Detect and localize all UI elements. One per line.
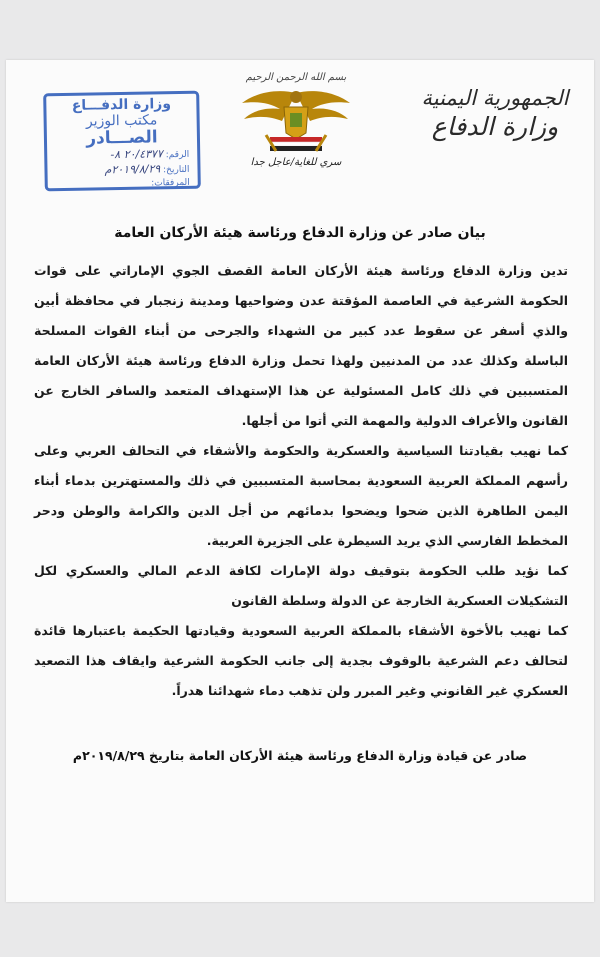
office-stamp bbox=[43, 91, 201, 192]
statement-body bbox=[34, 256, 568, 706]
stamp-office: مكتب الوزير bbox=[85, 112, 158, 130]
paragraph-2: كما نهيب بقيادتنا السياسية والعسكرية والحكومة والأشقاء في التحالف العربي وعلى رأسهم المملكة العربية السعودية بمحاسبة المتسببين في ذلك والمستهترين بدماء أبناء اليمن الطاهرة الذين ضحوا ويضحوا بدمائهم من أجل الدين والكرامة والوطن ودحر المخطط الفارسي الذي يريد السيطرة على الجزيرة العربية. bbox=[34, 443, 568, 548]
stamp-attachments-row bbox=[48, 177, 198, 193]
statement-title: بيان صادر عن وزارة الدفاع ورئاسة هيئة الأركان العامة bbox=[114, 225, 486, 241]
stamp-ministry: وزارة الدفـــاع bbox=[71, 96, 172, 114]
classification-label: سري للغاية/عاجل جدا bbox=[250, 157, 342, 168]
ministry-letterhead bbox=[420, 86, 570, 141]
stamp-date-value: ٢٠١٩/٨/٢٩م bbox=[104, 162, 161, 177]
basmala: بسم الله الرحمن الرحيم bbox=[245, 72, 347, 83]
paragraph-4: كما نهيب بالأخوة الأشقاء بالمملكة العربية السعودية وقيادتها الحكيمة باعتبارها قائدة لتحالف دعم الشرعية بالوقوف بجدية إلى جانب الحكومة الشرعية وايقاف هذا التصعيد العسكري غير القانوني وغير المبرر ولن تذهب دماء شهدائنا هدراً. bbox=[34, 623, 568, 698]
letterhead-ministry: وزارة الدفاع bbox=[431, 112, 559, 141]
stamp-date-label: التاريخ: bbox=[163, 164, 190, 176]
letterhead-country: الجمهورية اليمنية bbox=[421, 86, 569, 110]
eagle-emblem-icon bbox=[236, 85, 356, 157]
paragraph-3: كما نؤيد طلب الحكومة بتوقيف دولة الإمارات لكافة الدعم المالي والعسكري لكل التشكيلات العسكرية الخارجة عن الدولة وسلطة القانون bbox=[34, 563, 568, 608]
stamp-ref-label: الرقم: bbox=[165, 149, 190, 161]
stamp-attachments-label: المرفقات: bbox=[151, 177, 190, 189]
letterhead-header bbox=[6, 60, 594, 200]
stamp-ref-value: ٢٠/٤٣٧٧ ٨- bbox=[110, 147, 163, 162]
issued-by-line: صادر عن قيادة وزارة الدفاع ورئاسة هيئة الأركان العامة بتاريخ ٢٠١٩/٨/٢٩م bbox=[72, 748, 528, 763]
emblem-block bbox=[221, 72, 371, 190]
document-page bbox=[6, 60, 594, 902]
paragraph-1: تدين وزارة الدفاع ورئاسة هيئة الأركان العامة القصف الجوي الإماراتي على قوات الحكومة الشرعية في العاصمة المؤقتة عدن وضواحيها ومدينة زنجبار في محافظة أبين والذي أسفر عن سقوط عدد كبير من الشهداء والجرحى من أبناء القوات المسلحة الباسلة وكذلك عدد من المدنيين ولهذا تحمل وزارة الدفاع ورئاسة هيئة الأركان العامة المتسببين في ذلك كامل المسئولية عن هذا الإستهداف المتعمد والسافر الخارج عن القانون والأعراف الدولية والمهمة التي أتوا من أجلها. bbox=[34, 263, 568, 428]
stamp-outgoing: الصـــادر bbox=[86, 127, 158, 149]
